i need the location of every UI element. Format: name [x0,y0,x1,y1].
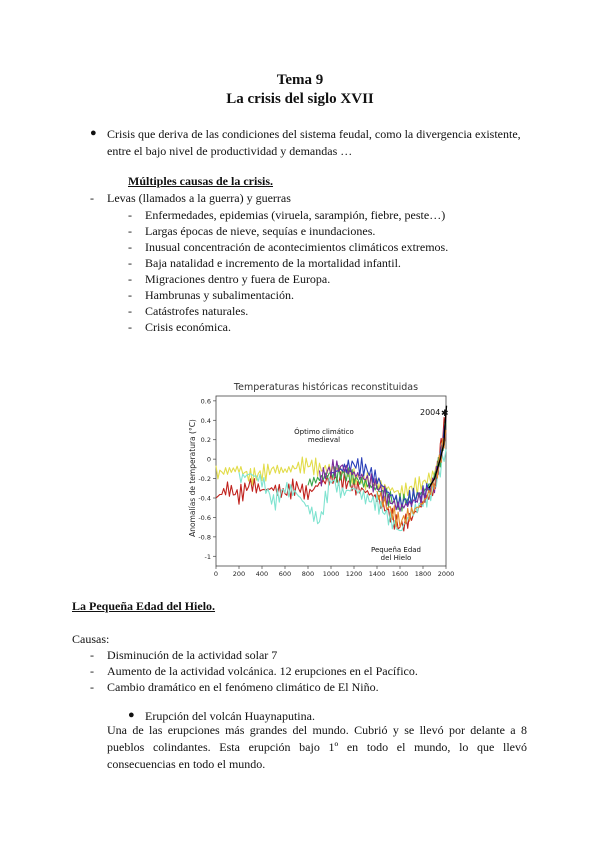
dash-marker: - [128,224,132,238]
annotation-pequena: Pequeña Edad [370,546,422,554]
y-tick-label: -0.2 [198,475,211,484]
x-tick-label: 200 [232,570,246,578]
volcano-paragraph: Una de las erupciones más grandes del mundo. Cubrió y se llevó por delante a 8 pueblos colindantes. Esta erupción bajo 1º en todo el mundo, lo que llevó consecuencias en todo el mundo. [107,723,527,771]
chart-title: Temperaturas históricas reconstituidas [233,382,419,393]
causes-label: Causas: [72,632,110,646]
dash-marker: - [90,648,94,662]
y-tick-label: -1 [204,552,211,561]
causes-sub-item: Migraciones dentro y fuera de Europa. [145,272,331,286]
dash-marker: - [90,664,94,678]
causes-sub-item: Inusual concentración de acontecimientos climáticos extremos. [145,240,449,254]
x-tick-label: 1600 [391,570,409,578]
x-tick-label: 1000 [322,570,340,578]
intro-line-2: entre el bajo nivel de productividad y demandas … [107,144,353,158]
dash-marker: - [90,680,94,694]
causes-sub-item: Crisis económica. [145,320,231,334]
page-subtitle: La crisis del siglo XVII [226,91,374,107]
dash-marker: - [128,320,132,334]
x-tick-label: 1800 [414,570,432,578]
bullet-icon: ● [128,709,135,721]
bullet-icon: ● [90,127,97,139]
dash-marker: - [128,304,132,318]
x-tick-label: 0 [213,570,219,578]
y-tick-label: 0.4 [200,416,211,425]
causes-sub-item: Enfermedades, epidemias (viruela, sarampión, fiebre, peste…) [145,208,446,222]
y-tick-label: 0.6 [200,397,211,406]
x-tick-label: 800 [301,570,315,578]
x-tick-label: 600 [278,570,292,578]
intro-line-1: Crisis que deriva de las condiciones del sistema feudal, como la divergencia existente, [107,127,521,141]
causes-sub-item: Catástrofes naturales. [145,304,249,318]
page-title: Tema 9 [276,72,324,88]
chart-ylabel: Anomalías de temperatura (°C) [188,419,197,537]
ice-age-heading: La Pequeña Edad del Hielo. [72,599,216,613]
dash-marker: - [128,272,132,286]
x-tick-label: 1400 [368,570,386,578]
volcano-bullet: Erupción del volcán Huaynaputina. [145,709,315,723]
ice-age-item: Disminución de la actividad solar 7 [107,648,278,662]
ice-age-item: Cambio dramático en el fenómeno climático de El Niño. [107,680,379,694]
dash-marker: - [90,191,94,205]
annotation-optimo: Óptimo climático [294,428,354,436]
annotation-year: 2004 [420,408,441,417]
star-icon: ✱ [441,409,449,419]
y-tick-label: -0.8 [198,533,211,542]
annotation-medieval: medieval [307,436,341,444]
dash-marker: - [128,288,132,302]
causes-sub-item: Baja natalidad e incremento de la mortalidad infantil. [145,256,401,270]
ice-age-item: Aumento de la actividad volcánica. 12 erupciones en el Pacífico. [107,664,418,678]
dash-marker: - [128,240,132,254]
x-tick-label: 400 [255,570,269,578]
x-tick-label: 1200 [345,570,363,578]
series-line-cyan [239,449,446,530]
temperature-chart [184,380,454,580]
y-tick-label: 0.2 [200,436,211,445]
x-tick-label: 2000 [437,570,454,578]
annotation-hielo: del Hielo [380,554,412,562]
causes-heading: Múltiples causas de la crisis. [128,174,274,188]
causes-sub-item: Largas épocas de nieve, sequías e inundaciones. [145,224,376,238]
causes-main-item: Levas (llamados a la guerra) y guerras [107,191,291,205]
y-tick-label: 0 [206,455,211,464]
causes-sub-item: Hambrunas y subalimentación. [145,288,294,302]
y-tick-label: -0.4 [198,494,211,503]
y-tick-label: -0.6 [198,513,211,522]
dash-marker: - [128,256,132,270]
dash-marker: - [128,208,132,222]
